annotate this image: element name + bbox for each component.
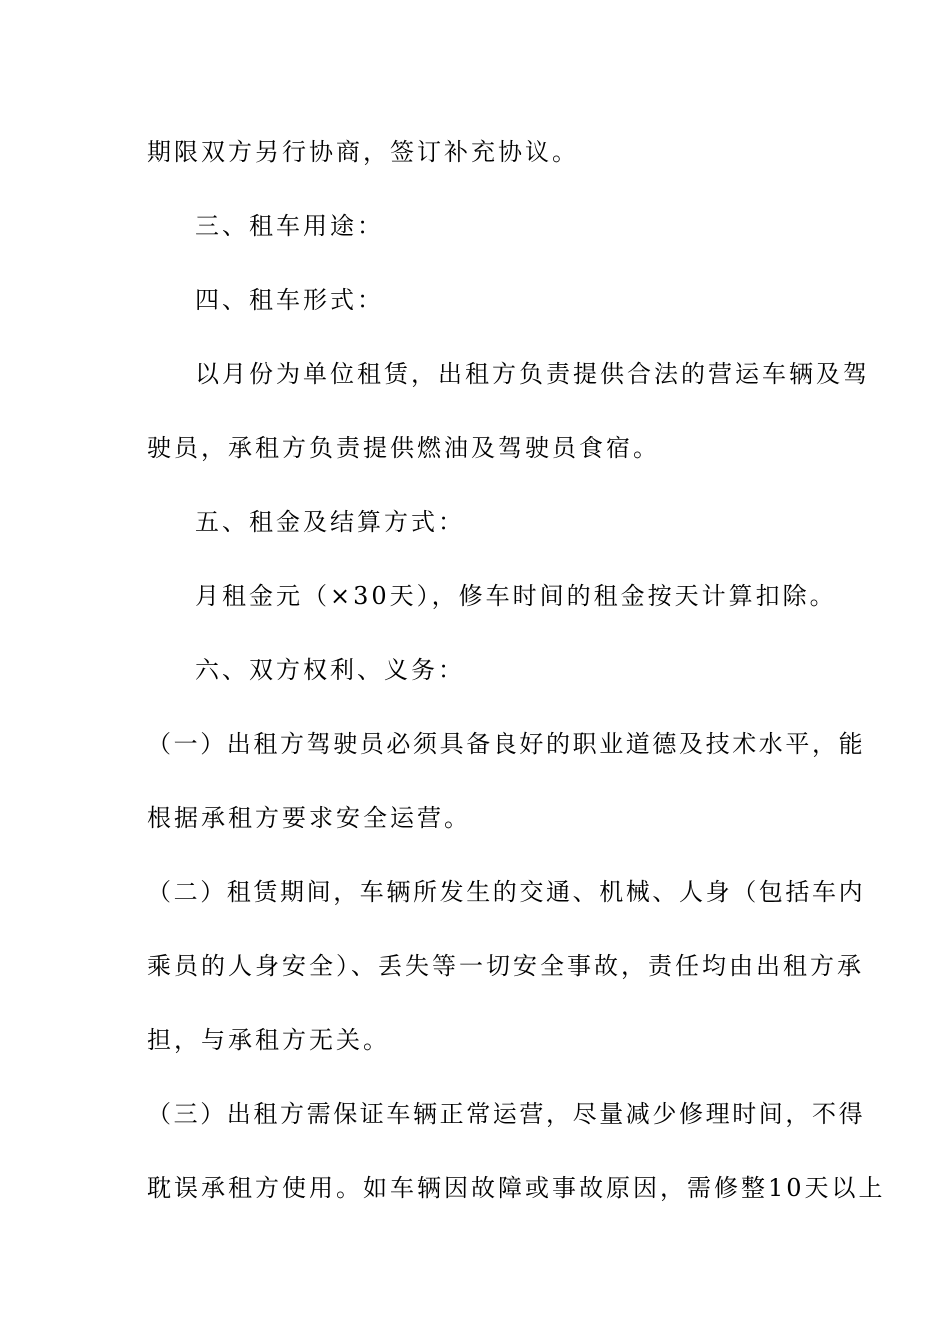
- clause-2-line: （二）租赁期间，车辆所发生的交通、机械、人身（包括车内: [147, 878, 866, 906]
- clause-1-line: 根据承租方要求安全运营。: [147, 804, 471, 832]
- clause-2-line: 乘员的人身安全）、丢失等一切安全事故，责任均由出租方承: [147, 952, 864, 980]
- section-heading-rights: 六、双方权利、义务：: [195, 656, 465, 684]
- section-heading-form: 四、租车形式：: [195, 286, 384, 314]
- clause-2-line: 担，与承租方无关。: [147, 1026, 390, 1054]
- clause-1-line: （一）出租方驾驶员必须具备良好的职业道德及技术水平，能: [147, 730, 866, 758]
- paragraph-line: 期限双方另行协商，签订补充协议。: [147, 138, 579, 166]
- paragraph-line: 月租金元（×30天），修车时间的租金按天计算扣除。: [195, 582, 837, 610]
- clause-3-line: 耽误承租方使用。如车辆因故障或事故原因，需修整10天以上: [147, 1174, 886, 1202]
- paragraph-line: 驶员，承租方负责提供燃油及驾驶员食宿。: [147, 434, 660, 462]
- clause-3-line: （三）出租方需保证车辆正常运营，尽量减少修理时间，不得: [147, 1100, 866, 1128]
- section-heading-rent: 五、租金及结算方式：: [195, 508, 465, 536]
- paragraph-line: 以月份为单位租赁，出租方负责提供合法的营运车辆及驾: [195, 360, 870, 388]
- section-heading-purpose: 三、租车用途：: [195, 212, 384, 240]
